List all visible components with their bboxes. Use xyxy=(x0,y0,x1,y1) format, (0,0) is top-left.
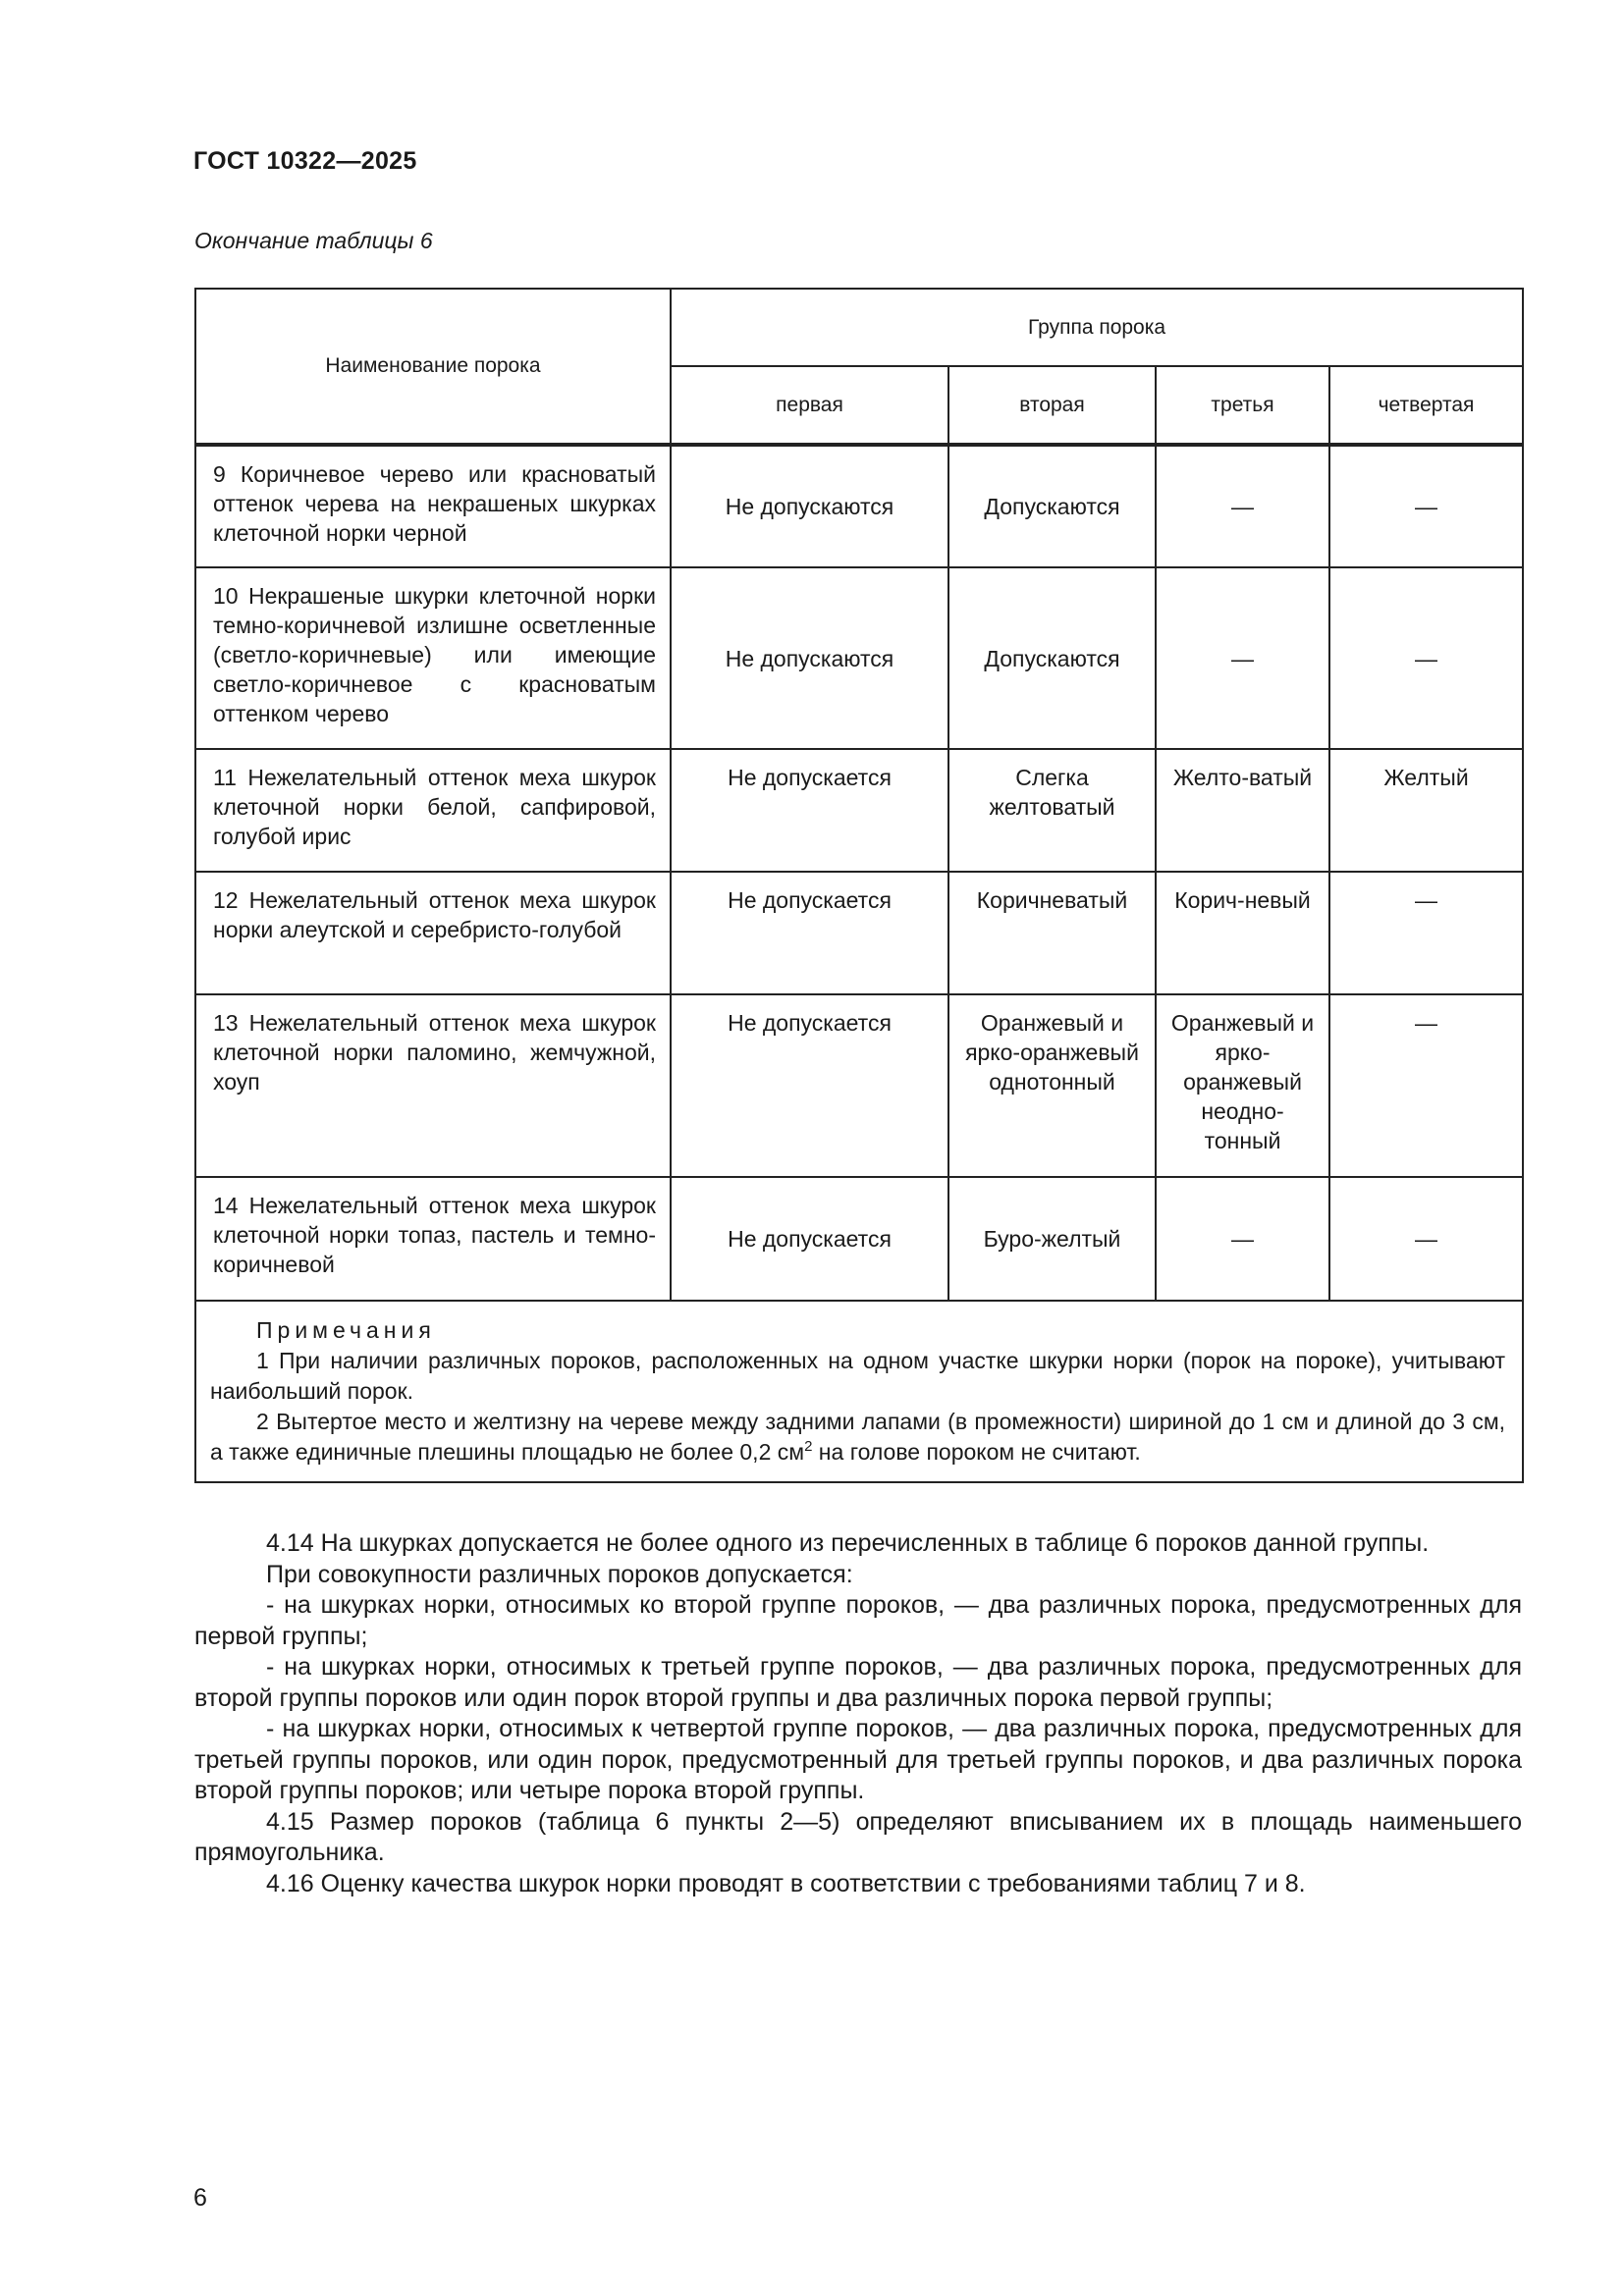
table-row xyxy=(195,749,1523,872)
notes-row xyxy=(195,1301,1523,1482)
defect-value: Не допускается xyxy=(671,994,948,1177)
col-header-group: Группа порока xyxy=(671,289,1523,366)
table-notes xyxy=(195,1301,1523,1482)
defect-value: Допускаются xyxy=(948,445,1156,567)
col-header-group-1: первая xyxy=(671,366,948,445)
defect-value: Не допускаются xyxy=(671,567,948,749)
col-header-group-3: третья xyxy=(1156,366,1329,445)
table-row xyxy=(195,872,1523,994)
table-row xyxy=(195,1177,1523,1301)
defect-name: 9 Коричневое черево или красноватый оттенок черева на некрашеных шкурках клеточной норки черной xyxy=(195,445,671,567)
defect-value: Допускаются xyxy=(948,567,1156,749)
paragraph: - на шкурках норки, относимых ко второй группе пороков, — два различных порока, предусмотренных для первой группы; xyxy=(194,1591,1522,1650)
defects-table xyxy=(194,288,1524,1483)
defect-value: Коричневатый xyxy=(948,872,1156,994)
notes-title: Примечания xyxy=(256,1317,436,1343)
defect-value: — xyxy=(1329,567,1523,749)
defect-value: — xyxy=(1156,445,1329,567)
table-row xyxy=(195,994,1523,1177)
defect-name: 11 Нежелательный оттенок меха шкурок клеточной норки белой, сапфировой, голубой ирис xyxy=(195,749,671,872)
defect-value: Не допускаются xyxy=(671,445,948,567)
defect-value: — xyxy=(1329,445,1523,567)
defect-value: Оранжевый и ярко-оранжевый однотонный xyxy=(948,994,1156,1177)
col-header-group-2: вторая xyxy=(948,366,1156,445)
paragraph: 4.15 Размер пороков (таблица 6 пункты 2—5) определяют вписыванием их в площадь наименьшего прямоугольника. xyxy=(194,1807,1522,1866)
defect-value: Желто-ватый xyxy=(1156,749,1329,872)
defect-value: Корич-невый xyxy=(1156,872,1329,994)
paragraph: - на шкурках норки, относимых к третьей группе пороков, — два различных порока, предусмотренных для второй группы пороков или один порок второй группы и два различных порока первой группы; xyxy=(194,1653,1522,1712)
note-2 xyxy=(210,1407,1505,1468)
defect-value: Не допускается xyxy=(671,749,948,872)
defect-value: — xyxy=(1156,1177,1329,1301)
defect-name: 12 Нежелательный оттенок меха шкурок норки алеутской и серебристо-голубой xyxy=(195,872,671,994)
document-header: ГОСТ 10322—2025 xyxy=(193,147,417,175)
paragraph: 4.16 Оценку качества шкурок норки проводят в соответствии с требованиями таблиц 7 и 8. xyxy=(266,1869,1306,1897)
defect-name: 14 Нежелательный оттенок меха шкурок клеточной норки топаз, пастель и темно-коричневой xyxy=(195,1177,671,1301)
defect-value: Оранжевый и ярко-оранжевый неодно-тонный xyxy=(1156,994,1329,1177)
table-caption: Окончание таблицы 6 xyxy=(194,228,433,253)
defect-value: — xyxy=(1329,994,1523,1177)
defect-name: 10 Некрашеные шкурки клеточной норки темно-коричневой излишне осветленные (светло-коричневые) или имеющие светло-коричневое с красноватым оттенком черево xyxy=(195,567,671,749)
page-number: 6 xyxy=(193,2184,207,2212)
paragraph: - на шкурках норки, относимых к четвертой группе пороков, — два различных порока, предусмотренных для третьей группы пороков, или один порок, предусмотренный для третьей группы пороков, и два различных порока второй группы пороков; или четыре порока второй группы. xyxy=(194,1715,1522,1804)
note-2-text-end: на голове пороком не считают. xyxy=(812,1439,1141,1465)
defect-name: 13 Нежелательный оттенок меха шкурок клеточной норки паломино, жемчужной, хоуп xyxy=(195,994,671,1177)
note-2-text: 2 Вытертое место и желтизну на череве между задними лапами (в промежности) шириной до 1 см и длиной до 3 см, а также единичные плешины площадью не более 0,2 см xyxy=(210,1409,1506,1465)
note-1: 1 При наличии различных пороков, расположенных на одном участке шкурки норки (порок на пороке), учитывают наибольший порок. xyxy=(210,1348,1506,1404)
paragraph: 4.14 На шкурках допускается не более одного из перечисленных в таблице 6 пороков данной группы. xyxy=(266,1529,1430,1557)
table-row xyxy=(195,567,1523,749)
defect-value: Слегка желтоватый xyxy=(948,749,1156,872)
defect-value: Буро-желтый xyxy=(948,1177,1156,1301)
col-header-group-4: четвертая xyxy=(1329,366,1523,445)
defect-value: Желтый xyxy=(1329,749,1523,872)
col-header-name: Наименование порока xyxy=(195,289,671,445)
defect-value: Не допускается xyxy=(671,1177,948,1301)
defect-value: — xyxy=(1329,1177,1523,1301)
paragraph: При совокупности различных пороков допускается: xyxy=(266,1560,853,1588)
table-row xyxy=(195,445,1523,567)
body-text xyxy=(194,1528,1522,1899)
defect-value: — xyxy=(1156,567,1329,749)
defect-value: Не допускается xyxy=(671,872,948,994)
defect-value: — xyxy=(1329,872,1523,994)
note-2-superscript: 2 xyxy=(804,1438,813,1455)
